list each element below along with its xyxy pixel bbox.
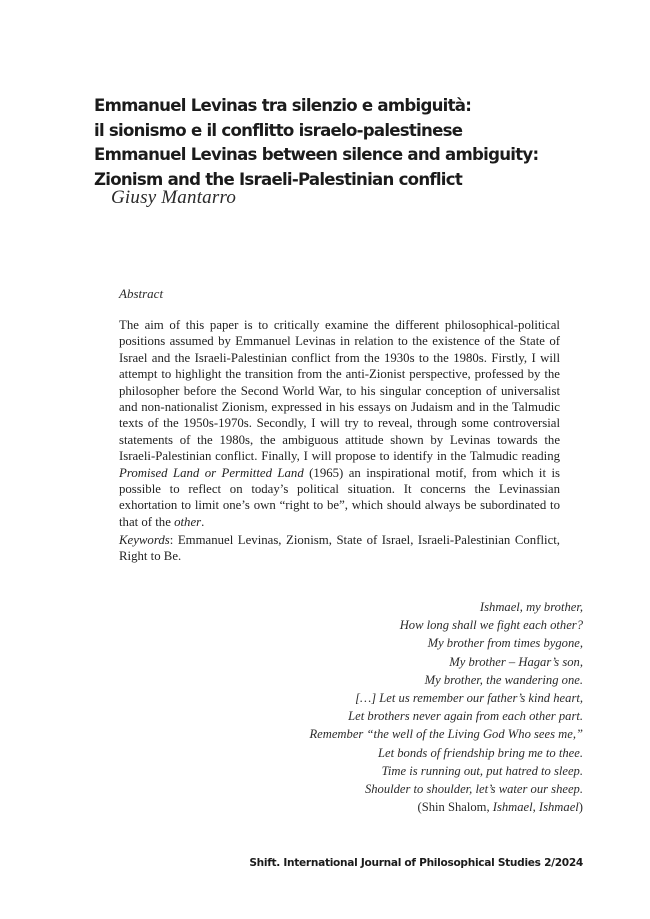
keywords-list: : Emmanuel Levinas, Zionism, State of Israel, Israeli-Palestinian Conflict, Right to Be. [119,533,560,564]
title-line-english-2: Zionism and the Israeli-Palestinian conflict [94,169,463,189]
journal-footer: Shift. International Journal of Philosophical Studies 2/2024 [249,857,583,869]
author-name: Giusy Mantarro [111,187,237,208]
poem-line: Remember “the well of the Living God Who sees me,” [309,727,583,742]
abstract-end-punct: . [201,514,205,529]
poem-source-title: Ishmael, Ishmael [492,800,579,815]
title-line-italian-2: il sionismo e il conflitto israelo-palestinese [94,120,463,140]
article-title [94,94,538,192]
poem-source [309,798,583,816]
abstract-heading: Abstract [119,286,164,301]
poem-line: Time is running out, put hatred to sleep. [381,763,583,778]
poem-line: […] Let us remember our father’s kind heart, [355,691,583,706]
poem-source-open: (Shin Shalom, [417,800,493,815]
epigraph-poem [309,598,583,816]
poem-source-close: ) [578,800,583,815]
keywords [119,532,560,565]
poem-line: My brother, the wandering one. [424,672,583,687]
poem-line: My brother from times bygone, [427,636,583,651]
poem-line: Ishmael, my brother, [479,600,583,614]
emphasis-other: other [174,514,202,529]
abstract-text-part-1: The aim of this paper is to critically examine the different philosophical-political positions assumed by Emmanuel Levinas in relation to the existence of the State of Israel and the Israeli-Palestinian conflict from the 1930s to the 1980s. Firstly, I will attempt to highlight the transition from the anti-Zionist perspective, professed by the philosopher before the Second World War, to his singular conception of universalist and non-nationalist Zionism, expressed in his essays on Judaism and in the Talmudic texts of the 1950s-1970s. Secondly, I will try to reveal, through some controversial statements of the 1980s, the ambiguous attitude shown by Levinas towards the Israeli-Palestinian conflict. Finally, I will propose to identify in the Talmudic reading [119,318,560,464]
poem-line: Let brothers never again from each other part. [348,709,583,724]
talmudic-reading-title: Promised Land or Permitted Land [119,465,304,480]
abstract-text-part-2: (1965) an inspirational motif, from which it is possible to reflect on today’s political situation. It concerns the Levinassian exhortation to limit one’s own “right to be”, which should always be subordinated to that of the [119,465,560,529]
poem-line: How long shall we fight each other? [399,618,583,633]
poem-line: Shoulder to shoulder, let’s water our sheep. [364,782,583,797]
title-line-italian-1: Emmanuel Levinas tra silenzio e ambiguità: [94,96,472,115]
abstract-text [119,317,560,530]
keywords-label: Keywords [119,533,170,547]
poem-line: Let bonds of friendship bring me to thee. [378,745,583,760]
title-line-english-1: Emmanuel Levinas between silence and ambiguity: [94,145,539,164]
poem-line: My brother – Hagar’s son, [449,654,583,669]
